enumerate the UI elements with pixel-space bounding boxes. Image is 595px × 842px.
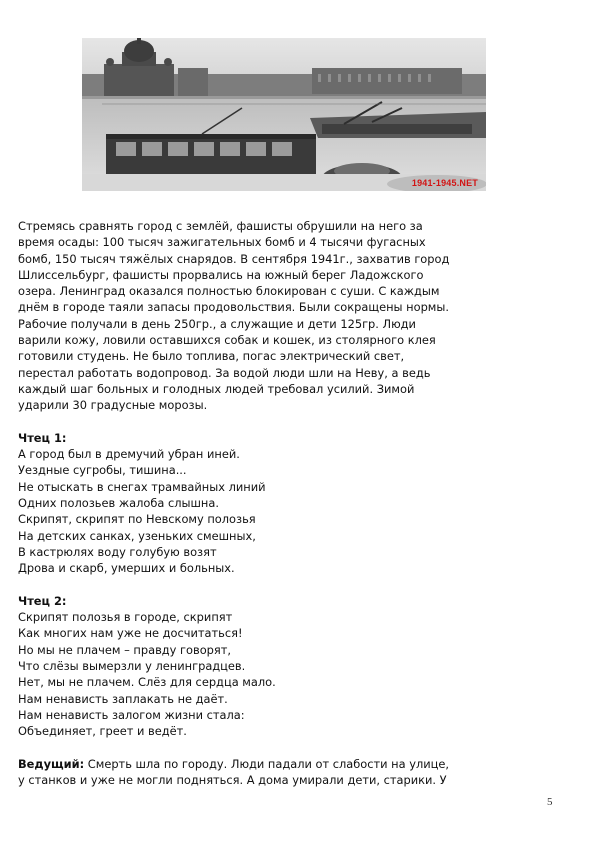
text-line: перестал работать водопровод. За водой люди шли на Неву, а ведь (18, 365, 431, 380)
host-second-line: у станков и уже не могли подняться. А дома умирали дети, старики. У (18, 773, 447, 788)
poem-line: Но мы не плачем – правду говорят, (18, 642, 231, 657)
text-line: бомб, 150 тысяч тяжёлых снарядов. В сентября 1941г., захватив город (18, 251, 450, 266)
narrative-paragraph (18, 218, 558, 414)
page-number: 5 (547, 796, 553, 808)
poem-line: Дрова и скарб, умерших и больных. (18, 561, 235, 576)
text-line: каждый шаг больных и голодных людей требовал усилий. Зимой (18, 381, 415, 396)
text-line: варили кожу, ловили оставшихся собак и кошек, из столярного клея (18, 333, 436, 348)
paragraph-spacer (18, 577, 558, 593)
poem-line: Как многих нам уже не досчитаться! (18, 626, 243, 641)
host-label: Ведущий: (18, 756, 85, 771)
text-line: ударили 30 градусные морозы. (18, 398, 208, 413)
paragraph-spacer (18, 740, 558, 756)
poem-line: Скрипят полозья в городе, скрипят (18, 610, 233, 625)
blockade-photo (82, 38, 486, 191)
poem-line: Уездные сугробы, тишина... (18, 463, 187, 478)
text-line: Рабочие получали в день 250гр., а служащие и дети 125гр. Люди (18, 316, 416, 331)
host-first-line (18, 756, 558, 772)
poem-line: А город был в дремучий убран иней. (18, 447, 240, 462)
leningrad-frozen-neva-image (82, 38, 486, 191)
text-line: днём в городе таяли запасы продовольствия. Были сокращены нормы. (18, 300, 450, 315)
text-line: Стремясь сравнять город с землёй, фашисты обрушили на него за (18, 219, 423, 233)
host-text: Смерть шла по городу. Люди падали от слабости на улице, (84, 756, 450, 771)
reader-2-section (18, 593, 558, 740)
reader-2-heading: Чтец 2: (18, 593, 67, 608)
text-line: время осады: 100 тысяч зажигательных бомб и 4 тысячи фугасных (18, 235, 426, 250)
poem-line: Объединяет, греет и ведёт. (18, 724, 187, 739)
paragraph-spacer (18, 414, 558, 430)
poem-line: Что слёзы вымерзли у ленинградцев. (18, 659, 246, 674)
host-section (18, 756, 558, 789)
text-line: озера. Ленинград оказался полностью блокирован с суши. С каждым (18, 284, 440, 299)
poem-line: Не отыскать в снегах трамвайных линий (18, 479, 266, 494)
reader-1-section (18, 430, 558, 577)
text-line: Шлиссельбург, фашисты прорвались на южный берег Ладожского (18, 267, 424, 282)
reader-1-heading: Чтец 1: (18, 430, 67, 445)
poem-line: На детских санках, узеньких смешных, (18, 528, 256, 543)
poem-line: Скрипят, скрипят по Невскому полозья (18, 512, 256, 527)
text-line: готовили студень. Не было топлива, погас электрический свет, (18, 349, 405, 364)
poem-line: Нам ненависть залогом жизни стала: (18, 707, 245, 722)
poem-line: Нет, мы не плачем. Слёз для сердца мало. (18, 675, 276, 690)
document-body (18, 218, 558, 788)
photo-source-caption: 1941-1945.NET (411, 178, 478, 188)
poem-line: Нам ненависть заплакать не даёт. (18, 691, 228, 706)
poem-line: В кастрюлях воду голубую возят (18, 544, 217, 559)
poem-line: Одних полозьев жалоба слышна. (18, 496, 219, 511)
